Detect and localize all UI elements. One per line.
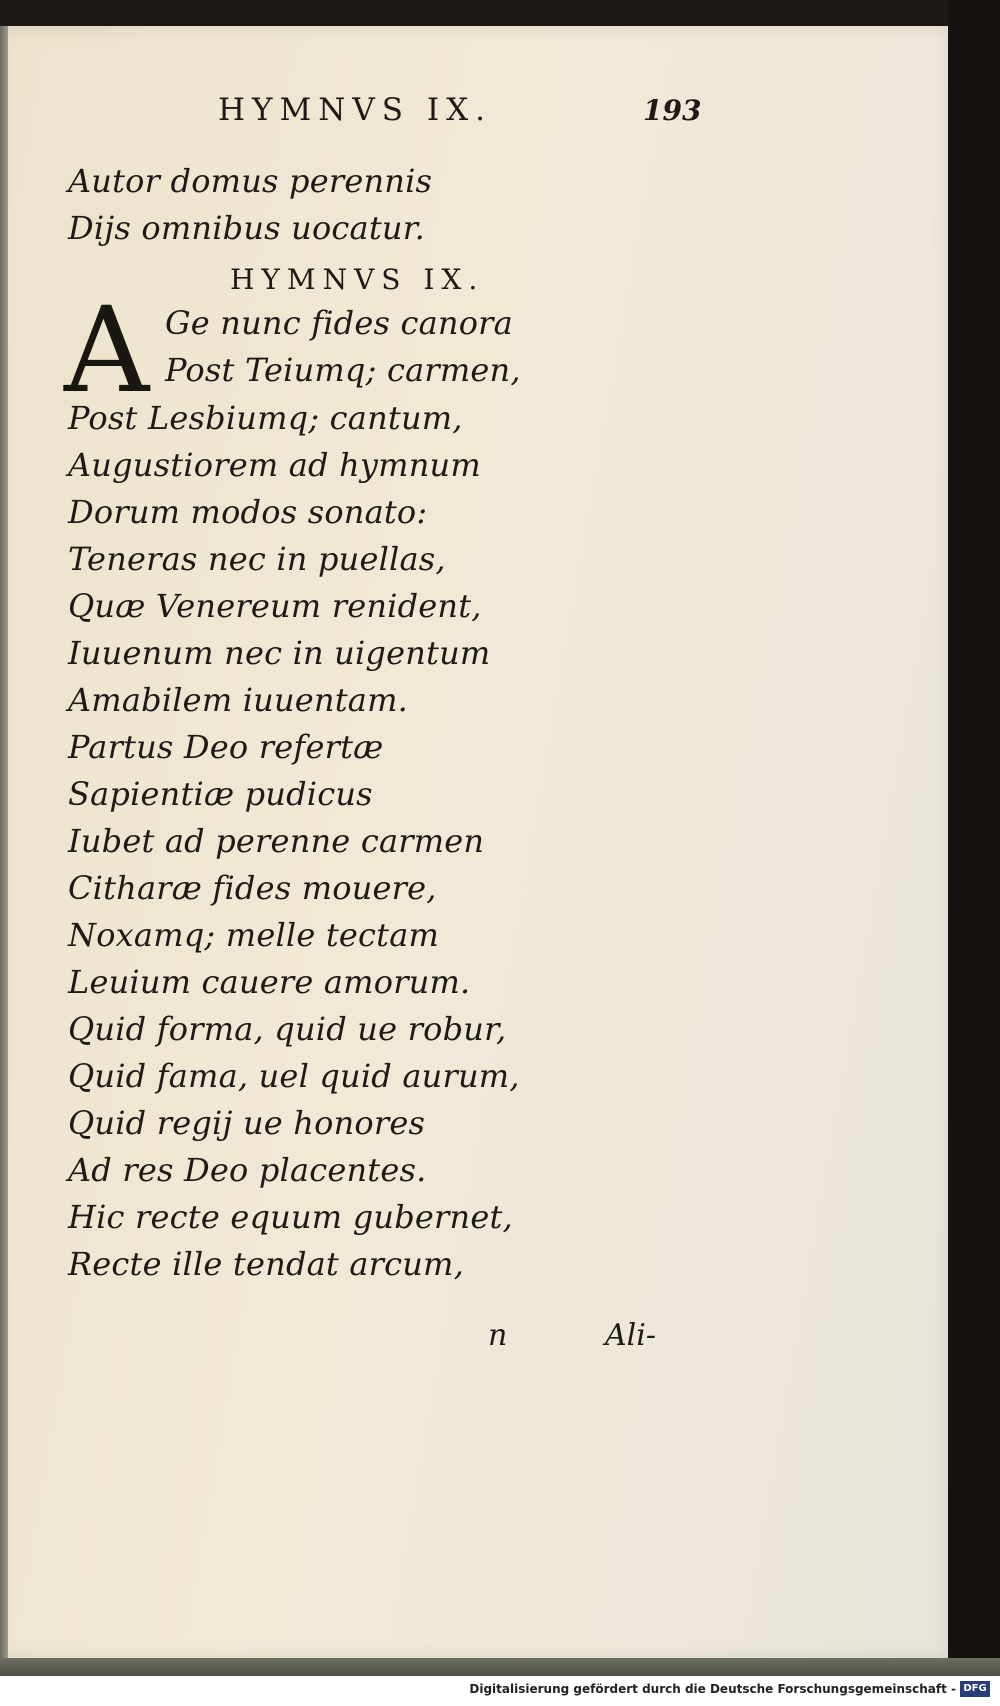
verse-line: Hic recte equum gubernet, <box>68 1198 513 1236</box>
verse-line: Recte ille tendat arcum, <box>68 1245 464 1283</box>
drop-cap <box>64 281 164 419</box>
running-title: HYMNVS IX. <box>218 92 493 128</box>
dfg-logo: DFG <box>960 1681 990 1697</box>
verse-line: Sapientiæ pudicus <box>68 775 373 813</box>
verse-line: Iuuenum nec in uigentum <box>68 634 491 672</box>
signature-mark: n <box>488 1318 508 1353</box>
book-edge <box>0 26 8 1676</box>
verse-line: Citharæ fides mouere, <box>68 869 437 907</box>
verse-line: Quid forma, quid ue robur, <box>68 1010 507 1048</box>
verse-line: Dorum modos sonato: <box>68 493 428 531</box>
verse-line: Quæ Venereum renident, <box>68 587 482 625</box>
credit-text: Digitalisierung gefördert durch die Deutsche Forschungsgemeinschaft - <box>469 1682 956 1696</box>
hymn-verse <box>68 395 520 1288</box>
page-footer <box>480 1318 720 1368</box>
previous-hymn-end <box>68 158 432 252</box>
verse-line: Post Lesbiumq; cantum, <box>68 399 463 437</box>
verse-line: Quid fama, uel quid aurum, <box>68 1057 520 1095</box>
verse-line: Post Teiumq; carmen, <box>165 351 521 389</box>
verse-line: Leuium cauere amorum. <box>68 963 471 1001</box>
hymn-heading: HYMNVS IX. <box>230 263 485 296</box>
verse-line: Dijs omnibus uocatur. <box>68 209 426 247</box>
verse-line: Autor domus perennis <box>68 162 433 200</box>
verse-line: Teneras nec in puellas, <box>68 540 446 578</box>
catchword: Ali- <box>605 1318 656 1353</box>
page-number: 193 <box>643 94 702 127</box>
verse-line: Iubet ad perenne carmen <box>68 822 485 860</box>
verse-line: Amabilem iuuentam. <box>68 681 408 719</box>
verse-line: Augustiorem ad hymnum <box>68 446 481 484</box>
page-header <box>208 92 702 142</box>
verse-line: Ad res Deo placentes. <box>68 1151 427 1189</box>
scan-background-top <box>0 0 1000 26</box>
drop-cap-lines <box>165 300 521 394</box>
drop-cap-letter: A <box>64 281 150 419</box>
verse-line: Quid regij ue honores <box>68 1104 426 1142</box>
verse-line: Noxamq; melle tectam <box>68 916 440 954</box>
book-bottom-edge <box>0 1658 1000 1676</box>
verse-line: Ge nunc fides canora <box>165 304 513 342</box>
verse-line: Partus Deo refertæ <box>68 728 384 766</box>
credit-bar <box>0 1676 1000 1706</box>
scan-background-right <box>948 0 1000 1706</box>
